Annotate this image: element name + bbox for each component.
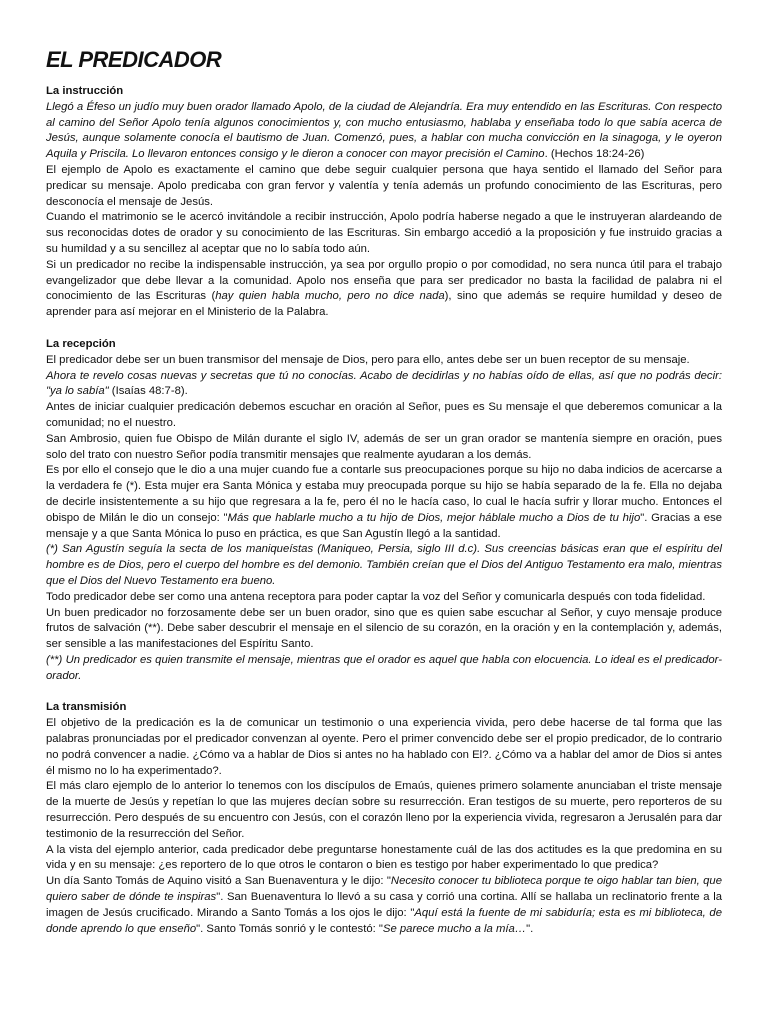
- italic-span: Se parece mucho a la mía…: [382, 922, 527, 935]
- paragraph: Un buen predicador no forzosamente debe ser un buen orador, sino que es quien sabe escuchar al Señor, y cuyo mensaje produce frutos de salvación (**). Debe saber descubrir el mensaje en el silencio de su corazón, en la oración y en la contemplación y, además, ser sensible a las manifestaciones del Espíritu Santo.: [46, 606, 722, 651]
- section-heading: La instrucción: [46, 85, 124, 97]
- paragraph: Antes de iniciar cualquier predicación debemos escuchar en oración al Señor, pues es Su mensaje el que deberemos comunicar a la comunidad; no el nuestro.: [46, 401, 722, 429]
- text-span: Si un predicador no recibe la indispensable instrucción, ya sea por orgullo propio o por comodidad, no sera nunca útil para el trabajo evangelizador que debe llevar a la comunidad. Apolo nos enseña que para ser predicador no basta la facilidad de palabra ni el conocimiento de las Escrituras (: [46, 258, 722, 303]
- paragraph: [46, 369, 722, 401]
- reference-text: . (Hechos 18:24-26): [544, 148, 645, 161]
- paragraph: [46, 100, 722, 163]
- paragraph: El más claro ejemplo de lo anterior lo tenemos con los discípulos de Emaús, quienes primero solamente anunciaban el triste mensaje de la muerte de Jesús y repetían lo que las mujeres decían sobre su resurrección. Eran testigos de su muerte, pero reporteros de su resurrección. Pero después de su encuentro con Jesús, con el corazón lleno por la experiencia vivida, regresaron a Jerusalén para dar testimonio de la resurrección del Señor.: [46, 780, 722, 840]
- section-instruccion: [46, 84, 722, 321]
- paragraph: A la vista del ejemplo anterior, cada predicador debe preguntarse honestamente cuál de las dos actitudes es la que predomina en su vida y en su mensaje: ¿es reportero de lo que otros le contaron o bien es testigo por haber experimentado lo que predica?: [46, 843, 722, 872]
- page-title: EL PREDICADOR: [46, 47, 222, 72]
- paragraph: El objetivo de la predicación es la de comunicar un testimonio o una experiencia vivida, pero debe hacerse de tal forma que las palabras pronunciadas por el predicador convenzan al oyente. Pero el primer convencido debe ser el propio predicador, de lo contrario no podrá convencer a nadie. ¿Cómo va a hablar de Dios si antes no ha hablado con El?. ¿Cómo va a hablar del amor de Dios si antes él mismo no lo ha experimentado?.: [46, 717, 722, 777]
- paragraph: Todo predicador debe ser como una antena receptora para poder captar la voz del Señor y comunicarla después con toda fidelidad.: [46, 590, 706, 603]
- text-span: ), sino que además se require humildad y deseo de aprender para así mejorar en el Ministerio de la Palabra.: [46, 290, 722, 319]
- italic-span: Necesito conocer tu biblioteca porque te oigo hablar tan bien, que quiero saber de dónde te inspiras: [46, 875, 722, 904]
- paragraph: San Ambrosio, quien fue Obispo de Milán durante el siglo IV, además de ser un gran orador se mantenía siempre en oración, pues solo del trato con nuestro Señor podía transmitir mensajes que realmente ayudaran a los demás.: [46, 432, 722, 461]
- quote-text: Llegó a Éfeso un judío muy buen orador llamado Apolo, de la ciudad de Alejandría. Era muy entendido en las Escrituras. Con respecto al camino del Señor Apolo tenía algunos conocimientos y, con mucho entusiasmo, hablaba y enseñaba todo lo que sabía acerca de Jesús, aunque solamente conocía el bautismo de Juan. Comenzó, pues, a hablar con mucha convicción en la sinagoga, y le oyeron Aquila y Priscila. Lo llevaron entonces consigo y le dieron a conocer con mayor precisión el Camino: [46, 100, 722, 161]
- text-span: Es por ello el consejo que le dio a una mujer cuando fue a contarle sus preocupaciones porque su hijo no daba indicios de acercarse a la verdadera fe (*). Esta mujer era Santa Mónica y estaba muy preocupada porque su hijo se había separado de la fe. Ella no dejaba de decirle insistentemente a su hijo que regresara a la fe, pero él no le hacía caso, lo cual le hacía sufrir y llorar mucho. Entonces el obispo de Milán le dio un consejo: ": [46, 464, 722, 524]
- italic-span: hay quien habla mucho, pero no dice nada: [215, 290, 445, 303]
- section-recepcion: [46, 337, 722, 685]
- quote-text: Ahora te revelo cosas nuevas y secretas que tú no conocías. Acabo de decidirlas y no habías oído de ellas, así que no podrás decir: "ya lo sabía": [46, 369, 722, 398]
- footnote: (**) Un predicador es quien transmite el mensaje, mientras que el orador es aquel que habla con elocuencia. Lo ideal es el predicador-orador.: [46, 653, 722, 682]
- paragraph: [46, 463, 722, 542]
- text-span: Un día Santo Tomás de Aquino visitó a San Buenaventura y le dijo: ": [46, 875, 391, 888]
- paragraph: El ejemplo de Apolo es exactamente el camino que debe seguir cualquier persona que haya sentido el llamado del Señor para predicar su mensaje. Apolo predicaba con gran fervor y valentía y tenía además un profundo conocimiento de las Escrituras, pero desconocía el mensaje de Jesús.: [46, 163, 722, 208]
- paragraph: [46, 258, 722, 321]
- reference-text: (Isaías 48:7-8).: [108, 385, 188, 398]
- text-span: ". San Buenaventura lo llevó a su casa y corrió una cortina. Allí se hallaba un reclinatorio frente a la imagen de Jesús crucificado. Mirando a Santo Tomás a los ojos le dijo: ": [46, 891, 723, 919]
- section-heading: La transmisión: [46, 701, 127, 714]
- text-span: ".: [526, 922, 534, 935]
- section-heading: La recepción: [46, 337, 116, 350]
- footnote: (*) San Agustín seguía la secta de los maniqueístas (Maniqueo, Persia, siglo III d.c). Sus creencias básicas eran que el espíritu del hombre es de Dios, pero el cuerpo del hombre es del demonio. También creían que el Dios del Antiguo Testamento era malo, mientras que el Dios del Nuevo Testamento era bueno.: [46, 543, 722, 587]
- italic-span: Aquí está la fuente de mi sabiduría; esta es mi biblioteca, de donde aprendo lo que enseño: [46, 906, 722, 935]
- text-span: ". Santo Tomás sonrió y le contestó: ": [196, 922, 383, 935]
- italic-span: Más que hablarle mucho a tu hijo de Dios, mejor háblale mucho a Dios de tu hijo: [227, 511, 641, 524]
- paragraph: Cuando el matrimonio se le acercó invitándole a recibir instrucción, Apolo podría haberse negado a que le instruyeran alardeando de sus reconocidas dotes de orador y su conocimiento de las Escrituras. Sin embargo accedió a la proposición y fue instruido gracias a su humildad y a su sencillez al aceptar que no lo sabía todo aún.: [46, 211, 722, 255]
- paragraph: [46, 874, 722, 937]
- text-span: ". Gracias a ese mensaje y a que Santa Mónica lo puso en práctica, es que San Agustín llegó a la santidad.: [46, 511, 723, 540]
- section-transmision: [46, 700, 722, 937]
- paragraph: El predicador debe ser un buen transmisor del mensaje de Dios, pero para ello, antes debe ser un buen receptor de su mensaje.: [46, 353, 690, 366]
